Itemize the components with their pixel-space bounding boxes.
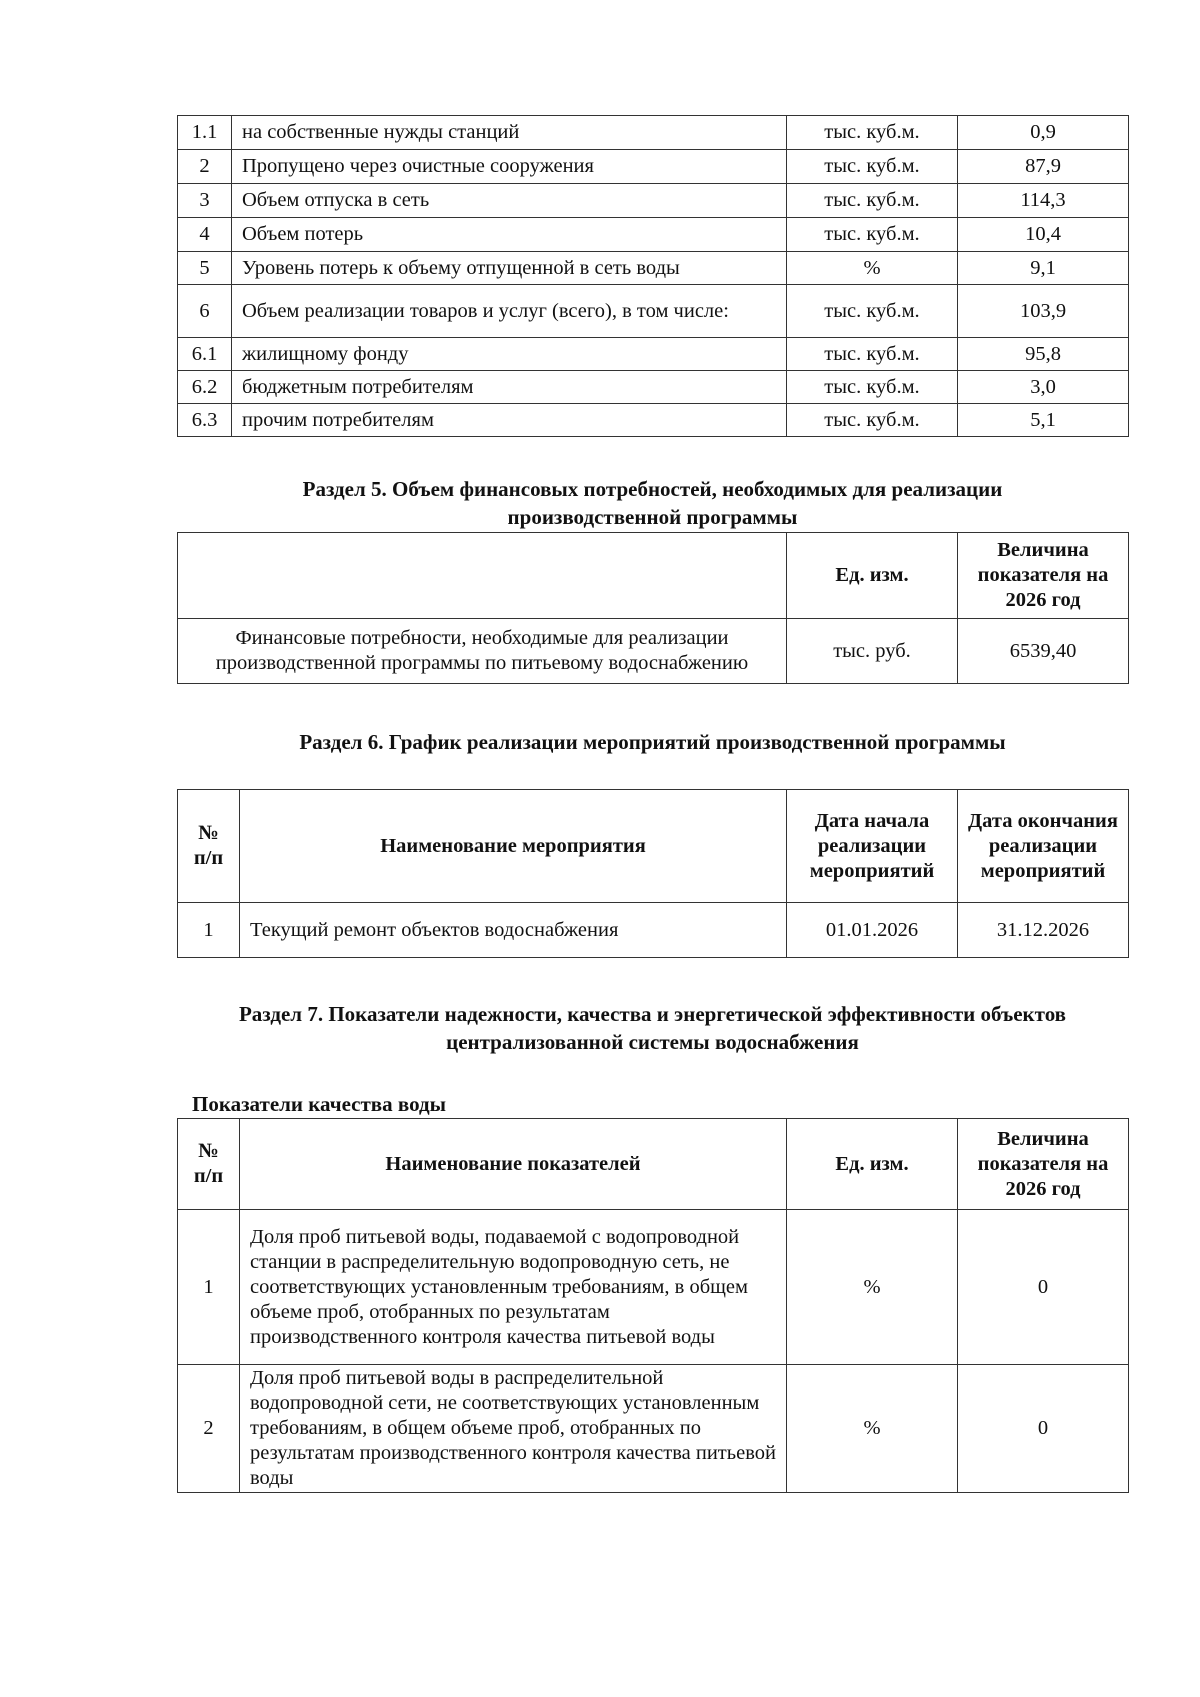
- schedule-table: [177, 789, 1129, 958]
- table-row: [178, 338, 1129, 371]
- table-row: [178, 1365, 1129, 1493]
- cell-name: Финансовые потребности, необходимые для реализации производственной программы по питьевому водоснабжению: [178, 619, 787, 684]
- cell-value: 103,9: [958, 285, 1129, 338]
- cell-num: 2: [178, 1365, 240, 1493]
- header-end: Дата окончания реализации мероприятий: [958, 790, 1129, 903]
- section-6-title: Раздел 6. График реализации мероприятий производственной программы: [299, 730, 1006, 754]
- water-quality-subtitle: Показатели качества воды: [192, 1092, 446, 1116]
- cell-unit: тыс. руб.: [787, 619, 958, 684]
- cell-unit: тыс. куб.м.: [787, 338, 958, 371]
- cell-name: Доля проб питьевой воды, подаваемой с водопроводной станции в распределительную водопроводную сеть, не соответствующих установленным требованиям, в общем объеме проб, отобранных по результатам производственного контроля качества питьевой воды: [240, 1210, 787, 1365]
- table-row: [178, 116, 1129, 150]
- cell-value: 0: [958, 1365, 1129, 1493]
- cell-name: Объем отпуска в сеть: [232, 184, 787, 218]
- production-indicators-table: [177, 115, 1129, 437]
- table-row: [178, 252, 1129, 285]
- table-row: [178, 150, 1129, 184]
- cell-name: Объем потерь: [232, 218, 787, 252]
- table-row: [178, 184, 1129, 218]
- cell-num: 6.2: [178, 371, 232, 404]
- table-row: [178, 285, 1129, 338]
- water-quality-table: [177, 1118, 1129, 1493]
- cell-value: 6539,40: [958, 619, 1129, 684]
- cell-num: 6.3: [178, 404, 232, 437]
- table-row: [178, 1210, 1129, 1365]
- table-row: [178, 903, 1129, 958]
- cell-name: Объем реализации товаров и услуг (всего), в том числе:: [232, 285, 787, 338]
- financial-needs-table: [177, 532, 1129, 684]
- cell-unit: тыс. куб.м.: [787, 404, 958, 437]
- header-name: Наименование показателей: [240, 1119, 787, 1210]
- section-5-title: Раздел 5. Объем финансовых потребностей, необходимых для реализации производственной программы: [302, 477, 1003, 529]
- cell-num: 1: [178, 1210, 240, 1365]
- header-value: Величина показателя на 2026 год: [958, 533, 1129, 619]
- cell-name: Уровень потерь к объему отпущенной в сеть воды: [232, 252, 787, 285]
- cell-name: прочим потребителям: [232, 404, 787, 437]
- header-unit: Ед. изм.: [787, 1119, 958, 1210]
- header-start: Дата начала реализации мероприятий: [787, 790, 958, 903]
- cell-unit: тыс. куб.м.: [787, 285, 958, 338]
- table-row: [178, 404, 1129, 437]
- table-row: [178, 371, 1129, 404]
- cell-name: Доля проб питьевой воды в распределительной водопроводной сети, не соответствующих установленным требованиям, в общем объеме проб, отобранных по результатам производственного контроля качества питьевой воды: [240, 1365, 787, 1493]
- cell-end: 31.12.2026: [958, 903, 1129, 958]
- cell-num: 4: [178, 218, 232, 252]
- cell-value: 95,8: [958, 338, 1129, 371]
- cell-num: 5: [178, 252, 232, 285]
- cell-value: 0,9: [958, 116, 1129, 150]
- cell-name: на собственные нужды станций: [232, 116, 787, 150]
- cell-unit: тыс. куб.м.: [787, 218, 958, 252]
- cell-num: 2: [178, 150, 232, 184]
- cell-value: 114,3: [958, 184, 1129, 218]
- cell-name: Текущий ремонт объектов водоснабжения: [240, 903, 787, 958]
- cell-num: 3: [178, 184, 232, 218]
- cell-value: 87,9: [958, 150, 1129, 184]
- table-row: [178, 218, 1129, 252]
- header-num: № п/п: [178, 790, 240, 903]
- cell-unit: тыс. куб.м.: [787, 371, 958, 404]
- header-unit: Ед. изм.: [787, 533, 958, 619]
- cell-name: бюджетным потребителям: [232, 371, 787, 404]
- header-value: Величина показателя на 2026 год: [958, 1119, 1129, 1210]
- cell-name: Пропущено через очистные сооружения: [232, 150, 787, 184]
- cell-value: 9,1: [958, 252, 1129, 285]
- cell-value: 0: [958, 1210, 1129, 1365]
- cell-start: 01.01.2026: [787, 903, 958, 958]
- header-num: № п/п: [178, 1119, 240, 1210]
- cell-num: 6.1: [178, 338, 232, 371]
- section-7-title: Раздел 7. Показатели надежности, качества и энергетической эффективности объектов централизованной системы водоснабжения: [238, 1002, 1067, 1054]
- cell-num: 1.1: [178, 116, 232, 150]
- cell-num: 1: [178, 903, 240, 958]
- cell-unit: тыс. куб.м.: [787, 116, 958, 150]
- cell-unit: %: [787, 1365, 958, 1493]
- cell-name: жилищному фонду: [232, 338, 787, 371]
- cell-unit: тыс. куб.м.: [787, 150, 958, 184]
- cell-unit: тыс. куб.м.: [787, 184, 958, 218]
- cell-value: 3,0: [958, 371, 1129, 404]
- cell-value: 10,4: [958, 218, 1129, 252]
- header-name: Наименование мероприятия: [240, 790, 787, 903]
- cell-unit: %: [787, 1210, 958, 1365]
- cell-value: 5,1: [958, 404, 1129, 437]
- cell-unit: %: [787, 252, 958, 285]
- table-row: [178, 619, 1129, 684]
- cell-num: 6: [178, 285, 232, 338]
- header-empty: [178, 533, 787, 619]
